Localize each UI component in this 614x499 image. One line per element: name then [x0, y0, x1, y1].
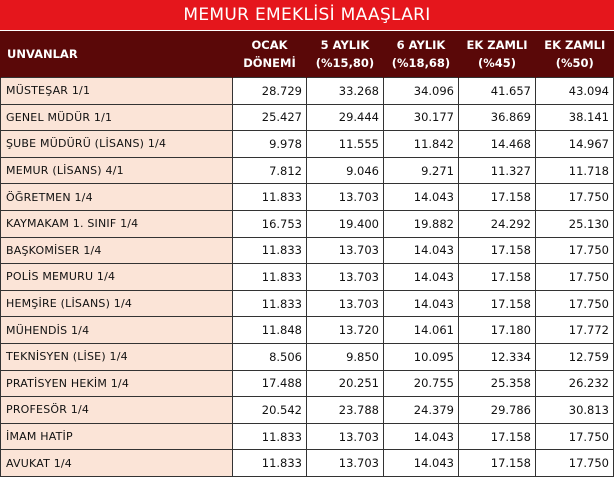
salary-cell: 13.720 — [307, 317, 384, 344]
table-row — [1, 104, 614, 131]
table-row — [1, 423, 614, 450]
title-cell: BAŞKOMİSER 1/4 — [1, 237, 233, 264]
title-cell: PRATİSYEN HEKİM 1/4 — [1, 370, 233, 397]
salary-cell: 17.158 — [459, 290, 536, 317]
column-header-line1: EK ZAMLI — [544, 38, 606, 52]
salary-cell: 13.703 — [307, 450, 384, 477]
column-header-line1: UNVANLAR — [7, 47, 78, 61]
salary-cell: 17.750 — [536, 450, 614, 477]
salary-cell: 13.703 — [307, 264, 384, 291]
salary-cell: 7.812 — [233, 157, 307, 184]
salary-cell: 43.094 — [536, 78, 614, 105]
table-row — [1, 397, 614, 424]
salary-cell: 9.271 — [384, 157, 459, 184]
title-cell: HEMŞİRE (LİSANS) 1/4 — [1, 290, 233, 317]
salary-cell: 14.061 — [384, 317, 459, 344]
salary-cell: 17.750 — [536, 423, 614, 450]
salary-cell: 24.292 — [459, 210, 536, 237]
table-row — [1, 343, 614, 370]
salary-cell: 10.095 — [384, 343, 459, 370]
salary-cell: 11.833 — [233, 264, 307, 291]
salary-cell: 41.657 — [459, 78, 536, 105]
salary-cell: 17.750 — [536, 290, 614, 317]
title-cell: TEKNİSYEN (LİSE) 1/4 — [1, 343, 233, 370]
table-row — [1, 317, 614, 344]
column-header-line2: (%18,68) — [391, 56, 451, 70]
column-header-line1: OCAK — [251, 38, 288, 52]
salary-cell: 17.158 — [459, 423, 536, 450]
salary-cell: 17.158 — [459, 450, 536, 477]
title-cell: AVUKAT 1/4 — [1, 450, 233, 477]
salary-cell: 17.158 — [459, 264, 536, 291]
column-header — [459, 31, 536, 78]
salary-cell: 11.848 — [233, 317, 307, 344]
table-row — [1, 131, 614, 158]
salary-cell: 11.842 — [384, 131, 459, 158]
table-row — [1, 237, 614, 264]
title-cell: POLİS MEMURU 1/4 — [1, 264, 233, 291]
salary-cell: 12.334 — [459, 343, 536, 370]
salary-table — [0, 31, 614, 477]
salary-cell: 14.043 — [384, 264, 459, 291]
table-row — [1, 157, 614, 184]
salary-cell: 17.750 — [536, 184, 614, 211]
column-header — [384, 31, 459, 78]
column-header-line2: DÖNEMİ — [243, 56, 296, 70]
title-cell: KAYMAKAM 1. SINIF 1/4 — [1, 210, 233, 237]
salary-cell: 9.850 — [307, 343, 384, 370]
salary-cell: 14.043 — [384, 450, 459, 477]
salary-cell: 11.718 — [536, 157, 614, 184]
table-row — [1, 264, 614, 291]
salary-cell: 30.813 — [536, 397, 614, 424]
salary-cell: 17.158 — [459, 184, 536, 211]
salary-cell: 11.833 — [233, 290, 307, 317]
salary-cell: 17.772 — [536, 317, 614, 344]
salary-cell: 20.755 — [384, 370, 459, 397]
salary-cell: 11.833 — [233, 423, 307, 450]
salary-cell: 25.358 — [459, 370, 536, 397]
salary-cell: 17.158 — [459, 237, 536, 264]
salary-cell: 29.786 — [459, 397, 536, 424]
salary-cell: 14.043 — [384, 423, 459, 450]
salary-cell: 9.046 — [307, 157, 384, 184]
salary-cell: 13.703 — [307, 184, 384, 211]
salary-cell: 11.833 — [233, 237, 307, 264]
salary-cell: 29.444 — [307, 104, 384, 131]
salary-cell: 23.788 — [307, 397, 384, 424]
salary-cell: 14.967 — [536, 131, 614, 158]
column-header — [233, 31, 307, 78]
salary-cell: 20.542 — [233, 397, 307, 424]
salary-cell: 13.703 — [307, 423, 384, 450]
salary-cell: 24.379 — [384, 397, 459, 424]
salary-cell: 17.750 — [536, 264, 614, 291]
salary-cell: 11.833 — [233, 450, 307, 477]
salary-cell: 38.141 — [536, 104, 614, 131]
column-header-line1: EK ZAMLI — [466, 38, 528, 52]
title-cell: ŞUBE MÜDÜRÜ (LİSANS) 1/4 — [1, 131, 233, 158]
salary-cell: 25.427 — [233, 104, 307, 131]
salary-cell: 14.468 — [459, 131, 536, 158]
salary-cell: 17.488 — [233, 370, 307, 397]
salary-cell: 20.251 — [307, 370, 384, 397]
title-cell: MÜSTEŞAR 1/1 — [1, 78, 233, 105]
column-header — [1, 31, 233, 78]
title-cell: PROFESÖR 1/4 — [1, 397, 233, 424]
table-row — [1, 78, 614, 105]
salary-cell: 14.043 — [384, 290, 459, 317]
salary-cell: 13.703 — [307, 237, 384, 264]
salary-cell: 16.753 — [233, 210, 307, 237]
table-row — [1, 370, 614, 397]
column-header-line2: (%45) — [477, 56, 517, 70]
column-header-line2: (%50) — [555, 56, 594, 70]
salary-cell: 28.729 — [233, 78, 307, 105]
salary-cell: 19.400 — [307, 210, 384, 237]
salary-cell: 14.043 — [384, 237, 459, 264]
salary-cell: 12.759 — [536, 343, 614, 370]
salary-cell: 30.177 — [384, 104, 459, 131]
table-row — [1, 184, 614, 211]
column-header-line1: 6 AYLIK — [396, 38, 446, 52]
title-cell: MÜHENDİS 1/4 — [1, 317, 233, 344]
salary-cell: 33.268 — [307, 78, 384, 105]
salary-cell: 19.882 — [384, 210, 459, 237]
column-header — [307, 31, 384, 78]
salary-cell: 25.130 — [536, 210, 614, 237]
salary-cell: 9.978 — [233, 131, 307, 158]
salary-cell: 26.232 — [536, 370, 614, 397]
salary-cell: 34.096 — [384, 78, 459, 105]
header-row — [1, 31, 614, 78]
title-cell: İMAM HATİP — [1, 423, 233, 450]
title-cell: MEMUR (LİSANS) 4/1 — [1, 157, 233, 184]
salary-cell: 17.180 — [459, 317, 536, 344]
salary-cell: 17.750 — [536, 237, 614, 264]
salary-cell: 8.506 — [233, 343, 307, 370]
title-cell: ÖĞRETMEN 1/4 — [1, 184, 233, 211]
table-row — [1, 210, 614, 237]
column-header — [536, 31, 614, 78]
salary-cell: 36.869 — [459, 104, 536, 131]
column-header-line2: (%15,80) — [315, 56, 375, 70]
salary-cell: 11.327 — [459, 157, 536, 184]
salary-cell: 14.043 — [384, 184, 459, 211]
table-title: MEMUR EMEKLİSİ MAAŞLARI — [0, 0, 614, 31]
salary-cell: 11.833 — [233, 184, 307, 211]
column-header-line1: 5 AYLIK — [320, 38, 370, 52]
title-cell: GENEL MÜDÜR 1/1 — [1, 104, 233, 131]
table-row — [1, 450, 614, 477]
table-row — [1, 290, 614, 317]
salary-cell: 13.703 — [307, 290, 384, 317]
salary-cell: 11.555 — [307, 131, 384, 158]
